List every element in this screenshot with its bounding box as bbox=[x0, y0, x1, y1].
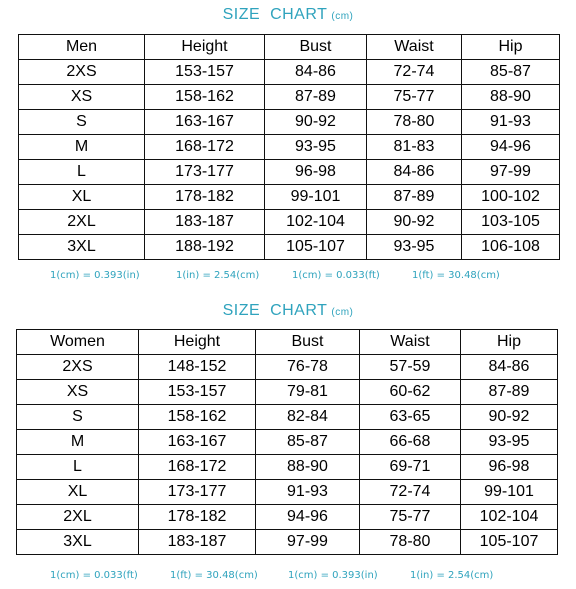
measurement-cell: 84-86 bbox=[265, 60, 367, 85]
column-header: Height bbox=[139, 330, 256, 355]
measurement-cell: 82-84 bbox=[256, 405, 360, 430]
measurement-cell: 76-78 bbox=[256, 355, 360, 380]
size-label-cell: XS bbox=[19, 85, 145, 110]
table-row bbox=[19, 60, 560, 85]
measurement-cell: 79-81 bbox=[256, 380, 360, 405]
column-header: Women bbox=[17, 330, 139, 355]
measurement-cell: 90-92 bbox=[461, 405, 558, 430]
size-label-cell: 2XS bbox=[19, 60, 145, 85]
table-row bbox=[17, 480, 558, 505]
measurement-cell: 163-167 bbox=[145, 110, 265, 135]
size-label-cell: L bbox=[19, 160, 145, 185]
women-size-table bbox=[16, 329, 558, 555]
table-row bbox=[19, 85, 560, 110]
size-label-cell: S bbox=[19, 110, 145, 135]
measurement-cell: 90-92 bbox=[265, 110, 367, 135]
women-title-unit: (cm) bbox=[331, 307, 354, 318]
measurement-cell: 102-104 bbox=[265, 210, 367, 235]
measurement-cell: 93-95 bbox=[461, 430, 558, 455]
measurement-cell: 97-99 bbox=[256, 530, 360, 555]
size-label-cell: XL bbox=[17, 480, 139, 505]
table-row bbox=[19, 135, 560, 160]
measurement-cell: 93-95 bbox=[265, 135, 367, 160]
measurement-cell: 158-162 bbox=[139, 405, 256, 430]
measurement-cell: 99-101 bbox=[265, 185, 367, 210]
measurement-cell: 63-65 bbox=[360, 405, 461, 430]
measurement-cell: 87-89 bbox=[265, 85, 367, 110]
measurement-cell: 103-105 bbox=[462, 210, 560, 235]
measurement-cell: 96-98 bbox=[265, 160, 367, 185]
women-conversion-note: 1(in) = 2.54(cm) bbox=[410, 570, 494, 581]
size-label-cell: 2XL bbox=[17, 505, 139, 530]
measurement-cell: 168-172 bbox=[145, 135, 265, 160]
measurement-cell: 91-93 bbox=[256, 480, 360, 505]
measurement-cell: 93-95 bbox=[367, 235, 462, 260]
women-size-chart-title bbox=[0, 302, 576, 322]
measurement-cell: 88-90 bbox=[462, 85, 560, 110]
women-conversion-note: 1(cm) = 0.033(ft) bbox=[50, 570, 138, 581]
measurement-cell: 97-99 bbox=[462, 160, 560, 185]
column-header: Hip bbox=[462, 35, 560, 60]
measurement-cell: 84-86 bbox=[461, 355, 558, 380]
size-label-cell: S bbox=[17, 405, 139, 430]
measurement-cell: 102-104 bbox=[461, 505, 558, 530]
size-label-cell: M bbox=[17, 430, 139, 455]
women-title-text: SIZE CHART bbox=[222, 302, 328, 319]
measurement-cell: 158-162 bbox=[145, 85, 265, 110]
measurement-cell: 81-83 bbox=[367, 135, 462, 160]
size-label-cell: 3XL bbox=[17, 530, 139, 555]
measurement-cell: 178-182 bbox=[139, 505, 256, 530]
measurement-cell: 148-152 bbox=[139, 355, 256, 380]
women-table-body bbox=[17, 330, 558, 555]
table-row bbox=[19, 110, 560, 135]
measurement-cell: 72-74 bbox=[367, 60, 462, 85]
men-conversion-note: 1(ft) = 30.48(cm) bbox=[412, 270, 500, 281]
women-conversion-notes bbox=[0, 570, 576, 584]
men-conversion-note: 1(cm) = 0.393(in) bbox=[50, 270, 140, 281]
column-header: Waist bbox=[367, 35, 462, 60]
measurement-cell: 106-108 bbox=[462, 235, 560, 260]
measurement-cell: 153-157 bbox=[145, 60, 265, 85]
column-header: Bust bbox=[265, 35, 367, 60]
men-conversion-note: 1(cm) = 0.033(ft) bbox=[292, 270, 380, 281]
measurement-cell: 85-87 bbox=[256, 430, 360, 455]
column-header: Men bbox=[19, 35, 145, 60]
measurement-cell: 178-182 bbox=[145, 185, 265, 210]
size-label-cell: L bbox=[17, 455, 139, 480]
measurement-cell: 85-87 bbox=[462, 60, 560, 85]
men-size-table bbox=[18, 34, 560, 260]
table-row bbox=[17, 430, 558, 455]
measurement-cell: 75-77 bbox=[360, 505, 461, 530]
women-conversion-note: 1(cm) = 0.393(in) bbox=[288, 570, 378, 581]
table-row bbox=[17, 405, 558, 430]
table-row bbox=[17, 455, 558, 480]
table-row bbox=[17, 380, 558, 405]
column-header: Waist bbox=[360, 330, 461, 355]
men-conversion-note: 1(in) = 2.54(cm) bbox=[176, 270, 260, 281]
size-label-cell: 3XL bbox=[19, 235, 145, 260]
column-header: Bust bbox=[256, 330, 360, 355]
table-row bbox=[17, 355, 558, 380]
measurement-cell: 57-59 bbox=[360, 355, 461, 380]
measurement-cell: 173-177 bbox=[139, 480, 256, 505]
men-table-body bbox=[19, 35, 560, 260]
measurement-cell: 75-77 bbox=[367, 85, 462, 110]
size-label-cell: 2XL bbox=[19, 210, 145, 235]
measurement-cell: 87-89 bbox=[367, 185, 462, 210]
size-label-cell: M bbox=[19, 135, 145, 160]
measurement-cell: 105-107 bbox=[461, 530, 558, 555]
men-conversion-notes bbox=[0, 270, 576, 284]
measurement-cell: 96-98 bbox=[461, 455, 558, 480]
measurement-cell: 153-157 bbox=[139, 380, 256, 405]
measurement-cell: 105-107 bbox=[265, 235, 367, 260]
men-size-chart-title bbox=[0, 6, 576, 26]
measurement-cell: 69-71 bbox=[360, 455, 461, 480]
measurement-cell: 94-96 bbox=[462, 135, 560, 160]
measurement-cell: 99-101 bbox=[461, 480, 558, 505]
measurement-cell: 100-102 bbox=[462, 185, 560, 210]
table-row bbox=[17, 505, 558, 530]
size-label-cell: XL bbox=[19, 185, 145, 210]
table-row bbox=[19, 160, 560, 185]
measurement-cell: 183-187 bbox=[145, 210, 265, 235]
measurement-cell: 84-86 bbox=[367, 160, 462, 185]
measurement-cell: 90-92 bbox=[367, 210, 462, 235]
measurement-cell: 78-80 bbox=[360, 530, 461, 555]
measurement-cell: 72-74 bbox=[360, 480, 461, 505]
women-conversion-note: 1(ft) = 30.48(cm) bbox=[170, 570, 258, 581]
table-row bbox=[17, 530, 558, 555]
measurement-cell: 88-90 bbox=[256, 455, 360, 480]
measurement-cell: 91-93 bbox=[462, 110, 560, 135]
size-label-cell: XS bbox=[17, 380, 139, 405]
measurement-cell: 183-187 bbox=[139, 530, 256, 555]
measurement-cell: 87-89 bbox=[461, 380, 558, 405]
measurement-cell: 163-167 bbox=[139, 430, 256, 455]
table-row bbox=[19, 235, 560, 260]
table-header-row bbox=[17, 330, 558, 355]
measurement-cell: 188-192 bbox=[145, 235, 265, 260]
measurement-cell: 94-96 bbox=[256, 505, 360, 530]
measurement-cell: 60-62 bbox=[360, 380, 461, 405]
column-header: Hip bbox=[461, 330, 558, 355]
column-header: Height bbox=[145, 35, 265, 60]
men-title-unit: (cm) bbox=[331, 11, 354, 22]
measurement-cell: 66-68 bbox=[360, 430, 461, 455]
men-title-text: SIZE CHART bbox=[222, 6, 328, 23]
measurement-cell: 78-80 bbox=[367, 110, 462, 135]
table-row bbox=[19, 210, 560, 235]
measurement-cell: 168-172 bbox=[139, 455, 256, 480]
table-header-row bbox=[19, 35, 560, 60]
size-label-cell: 2XS bbox=[17, 355, 139, 380]
measurement-cell: 173-177 bbox=[145, 160, 265, 185]
table-row bbox=[19, 185, 560, 210]
